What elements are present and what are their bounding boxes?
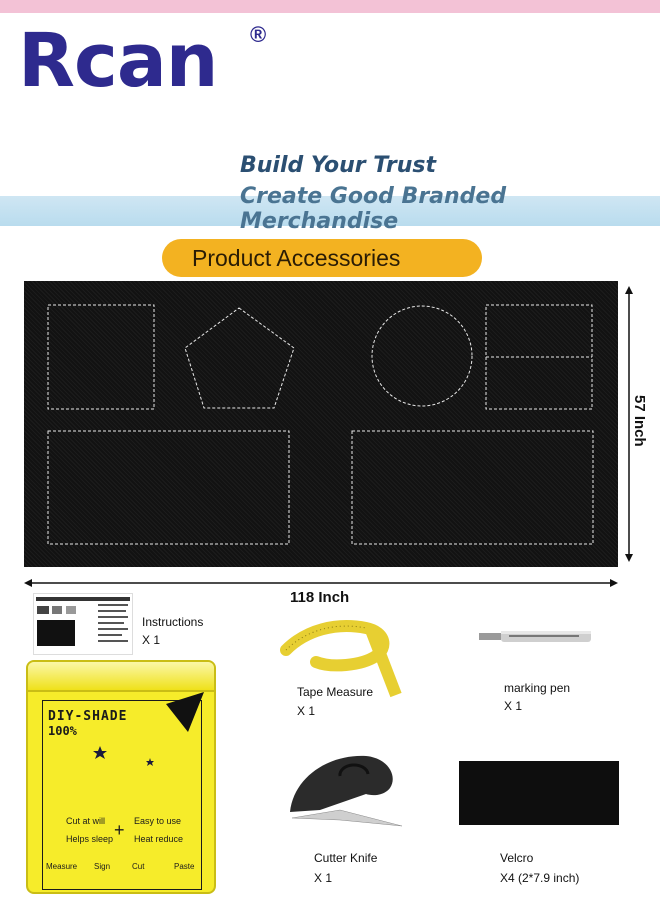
step-paste: Paste: [174, 862, 195, 871]
section-title-pill: Product Accessories: [162, 239, 482, 277]
width-label: 118 Inch: [290, 589, 350, 606]
width-dimension-arrow: [24, 576, 618, 590]
feature-helps-sleep: Helps sleep: [66, 834, 114, 844]
velcro-label: Velcro: [500, 851, 534, 865]
tape-measure-qty: X 1: [297, 704, 316, 718]
marking-pen-label: marking pen: [504, 681, 571, 695]
velcro-qty: X4 (2*7.9 inch): [500, 871, 580, 885]
step-measure: Measure: [46, 862, 78, 871]
tagline-build-trust: Build Your Trust: [240, 153, 437, 178]
package-percent: 100%: [48, 724, 77, 738]
square-outline: [48, 305, 154, 409]
cutter-knife-label: Cutter Knife: [314, 851, 378, 865]
step-cut: Cut: [132, 862, 145, 871]
marking-pen-image: [479, 628, 595, 644]
instructions-label: Instructions: [142, 615, 204, 629]
step-sign: Sign: [94, 862, 111, 871]
package-title: DIY-SHADE: [48, 709, 128, 724]
marking-pen-qty: X 1: [504, 699, 523, 713]
instructions-sheet: [33, 593, 133, 655]
large-rect-left-outline: [48, 431, 289, 544]
instructions-qty: X 1: [142, 633, 161, 647]
feature-cut-at-will: Cut at will: [66, 816, 106, 826]
cutter-knife-image: [280, 752, 406, 832]
pentagon-outline: [185, 308, 294, 408]
logo-text: Rcan: [18, 18, 218, 104]
plus-icon: +: [114, 820, 125, 840]
large-rect-right-outline: [352, 431, 593, 544]
brand-logo: [18, 18, 268, 104]
diy-shade-package: [26, 660, 216, 894]
circle-outline: [372, 306, 472, 406]
cutter-knife-qty: X 1: [314, 871, 333, 885]
tagline-merchandise: Create Good Branded Merchandise: [240, 184, 507, 234]
feature-heat-reduce: Heat reduce: [134, 834, 184, 844]
height-label: 57 Inch: [631, 395, 648, 447]
zip-closure: [28, 662, 214, 692]
moon-icon: [90, 740, 160, 800]
corner-peel-icon: [166, 692, 204, 732]
feature-easy-to-use: Easy to use: [134, 816, 182, 826]
instructions-sheet-art: [34, 594, 132, 654]
cut-pattern-outlines: [24, 281, 618, 567]
blackout-fabric: [24, 281, 618, 567]
top-pink-band: [0, 0, 660, 13]
velcro-strip: [459, 761, 619, 825]
registered-mark: ®: [250, 22, 267, 47]
tape-measure-label: Tape Measure: [297, 685, 374, 699]
